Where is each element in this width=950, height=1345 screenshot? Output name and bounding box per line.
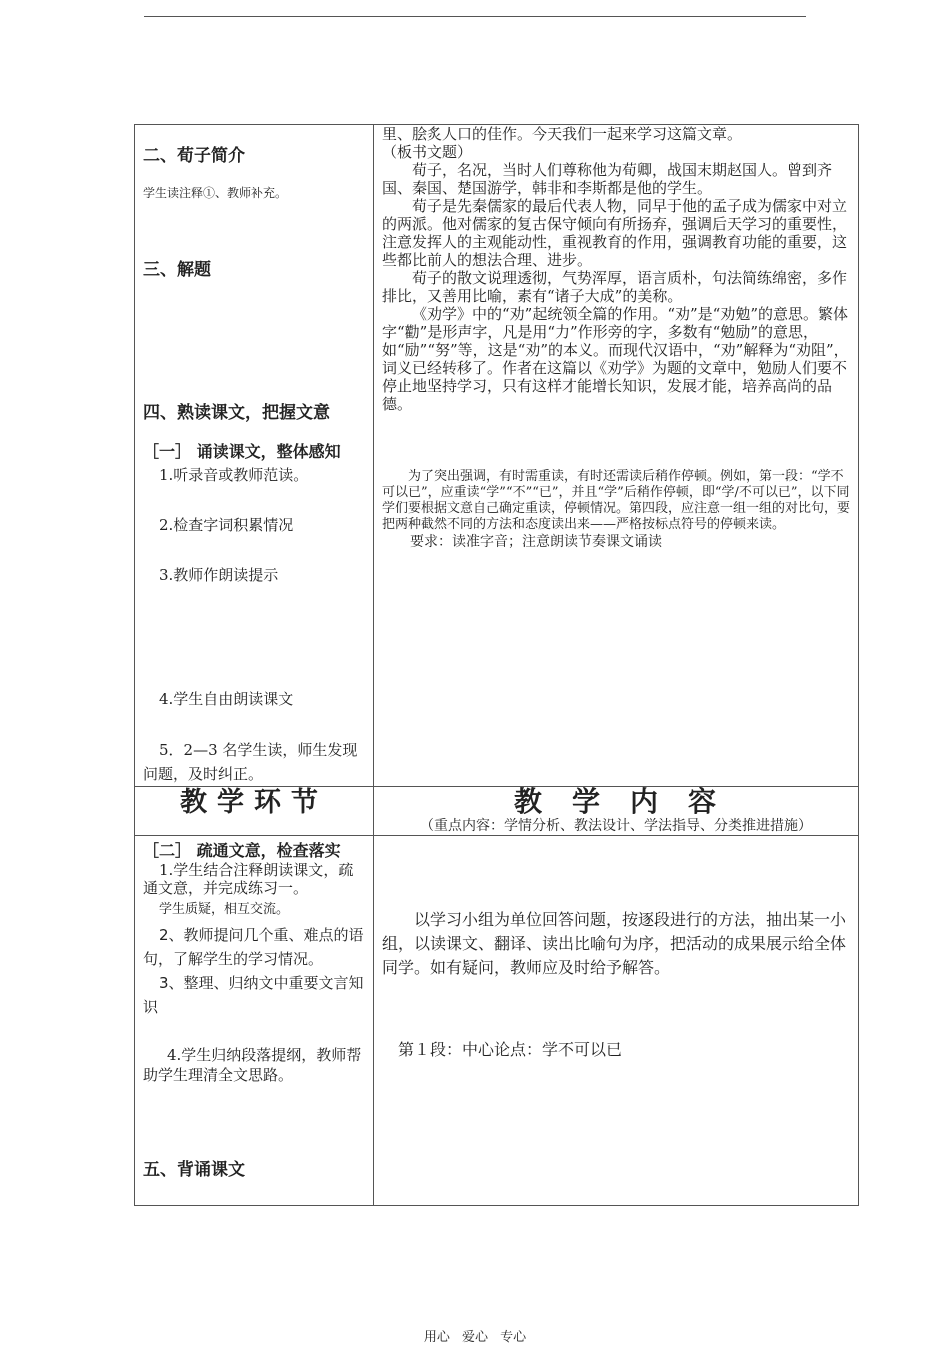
task-2: 2、教师提问几个重、难点的语句，了解学生的学习情况。: [143, 926, 364, 968]
task-1: 1.学生结合注释朗读课文，疏通文意，并完成练习一。: [143, 861, 354, 897]
xunzi-thought: 荀子是先秦儒家的最后代表人物，同早于他的孟子成为儒家中对立的两派。他对儒家的复古保守倾向有所扬弃，强调后天学习的重要性，注意发挥人的主观能动性，重视教育的作用，强调教育功能的重要，这些都比前人的想法合理、进步。: [382, 197, 848, 269]
step-2: 2.检查字词积累情况: [159, 516, 294, 534]
task-4: 4.学生归纳段落提纲，教师帮助学生理清全文思路。: [143, 1046, 362, 1084]
section-4-title: 四、熟读课文，把握文意: [143, 403, 330, 423]
subsection-2-title: ［二］ 疏通文意，检查落实: [143, 841, 341, 860]
step-5: 5．2—3 名学生读，师生发现问题，及时纠正。: [143, 741, 358, 783]
title-explanation: 《劝学》中的“劝”起统领全篇的作用。“劝”是“劝勉”的意思。繁体字“勸”是形声字，凡是用“力”作形旁的字，多数有“勉励”的意思，如“励”“努”等，这是“劝”的本义。而现代汉语中，“劝”解释为“劝阻”，词义已经转移了。作者在这篇以《劝学》为题的文章中，勉励人们要不停止地坚持学习，只有这样才能增长知识，发展才能，培养高尚的品德。: [382, 305, 849, 413]
xunzi-prose: 荀子的散文说理透彻，气势浑厚，语言质朴，句法简练绵密，多作排比，又善用比喻，素有“诸子大成”的美称。: [382, 269, 848, 305]
step-3: 3.教师作朗读提示: [159, 566, 279, 584]
header-right-subtitle: （重点内容：学情分析、教法设计、学法指导、分类推进措施）: [420, 818, 812, 834]
table-header-row: [135, 787, 859, 836]
footer-motto: 用心 爱心 专心: [423, 1330, 527, 1345]
reading-tips: 为了突出强调，有时需重读，有时还需读后稍作停顿。例如，第一段：“学不可以已”，应重读“学”“不”“已”，并且“学”后稍作停顿，即“学/不可以已”，以下同学们要根据文意自己确定重读，停顿情况。第四段，应注意一组一组的对比句，要把两种截然不同的方法和态度读出来——严格按标点符号的停顿来读。: [382, 469, 851, 532]
section-2-title: 二、荀子简介: [143, 146, 245, 166]
table-row: [135, 125, 859, 787]
top-rule: [144, 16, 806, 17]
left-cell-1: [135, 125, 374, 787]
header-left-cell: [135, 787, 374, 836]
xunzi-bio: 荀子，名况，当时人们尊称他为荀卿，战国末期赵国人。曾到齐国、秦国、楚国游学，韩非和李斯都是他的学生。: [382, 161, 833, 197]
section-3-title: 三、解题: [143, 260, 211, 280]
paragraph-1-thesis: 第１段：中心论点：学不可以已: [398, 1040, 623, 1059]
right-cell-1: [374, 125, 859, 787]
group-activity: 以学习小组为单位回答问题，按逐段进行的方法，抽出某一小组，以读课文、翻译、读出比喻句为序，把活动的成果展示给全体同学。如有疑问，教师应及时给予解答。: [382, 910, 847, 977]
intro-paragraph: 里、脍炙人口的佳作。今天我们一起来学习这篇文章。: [382, 125, 743, 143]
step-4: 4.学生自由朗读课文: [159, 690, 294, 708]
step-1: 1.听录音或教师范读。: [159, 466, 309, 484]
task-3: 3、整理、归纳文中重要文言知识: [143, 974, 364, 1016]
section-5-title: 五、背诵课文: [143, 1160, 245, 1180]
header-right-cell: [374, 787, 859, 836]
table-row: [135, 836, 859, 1206]
right-cell-2: [374, 836, 859, 1206]
header-left-title: 教学环节: [180, 787, 328, 818]
header-right-title: 教学内容: [513, 785, 746, 818]
reading-requirements: 要求：读准字音；注意朗读节奏课文诵读: [410, 534, 662, 550]
lesson-table: [134, 124, 859, 1206]
task-1b: 学生质疑，相互交流。: [159, 902, 290, 917]
subsection-1-title: ［一］ 诵读课文，整体感知: [143, 442, 341, 461]
section-2-note: 学生读注释①、教师补充。: [143, 186, 288, 200]
board-title-note: （板书文题）: [382, 143, 473, 161]
left-cell-2: [135, 836, 374, 1206]
